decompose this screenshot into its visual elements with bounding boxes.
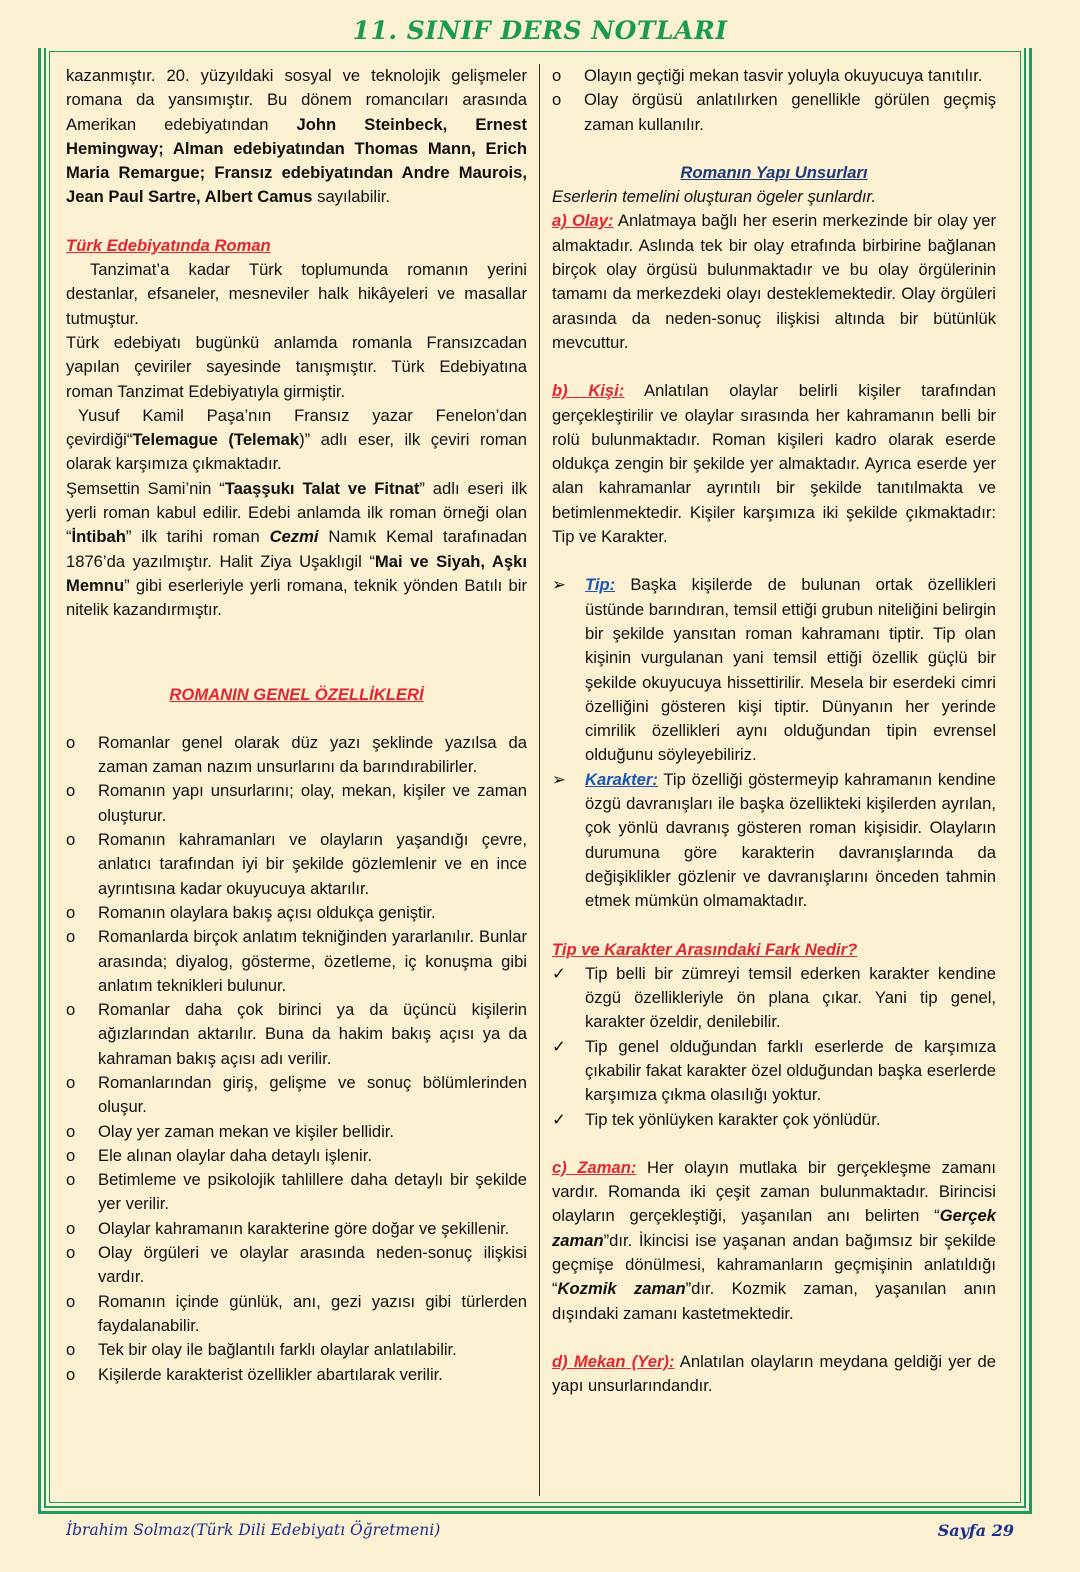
- tip-label: Tip:: [585, 575, 616, 595]
- list-item: [66, 1071, 527, 1120]
- list-item-text: Romanın olaylara bakış açısı oldukça geniştir.: [98, 902, 436, 922]
- mekan-label: d) Mekan (Yer):: [552, 1351, 675, 1371]
- list-item: [66, 1338, 527, 1362]
- list-item: [66, 1290, 527, 1339]
- list-item-text: Romanlar genel olarak düz yazı şeklinde yazılsa da zaman zaman nazım unsurlarını da barındırabilirler.: [98, 732, 527, 777]
- list-item-text: Romanlar daha çok birinci ya da üçüncü kişilerin ağızlarından aktarılır. Buna da hakim bakış açısı ya da kahraman bakış açısı adı verilir.: [98, 1000, 527, 1068]
- arrow-icon: ➢: [552, 769, 566, 789]
- list-item-text: Tip belli bir zümreyi temsil ederken karakter kendine özgü özellikleriyle ön plana çıkar. Yani tip genel, karakter özeldir, denilebilir.: [585, 963, 996, 1032]
- genel-ozellikler-list: [66, 731, 527, 1387]
- list-item-text: Olay yer zaman mekan ve kişiler bellidir.: [98, 1121, 395, 1141]
- list-item-text: Tip genel olduğundan farklı eserlerde de karşımıza çıkabilir fakat karakter özel olduğundan başka eserlerde karşımıza çıkma olasılığı yoktur.: [585, 1036, 996, 1105]
- bullet-icon: o: [66, 1121, 76, 1141]
- list-item: [552, 88, 996, 137]
- text-segment: Namık Kemal tarafınadan 1876’da yazılmıştır. Halit Ziya Uşaklıgil “: [66, 527, 528, 571]
- bullet-icon: o: [66, 902, 76, 922]
- list-item: [66, 1120, 527, 1144]
- bullet-icon: ✓: [552, 963, 566, 983]
- list-item-text: Kişilerde karakterist özellikler abartılarak verilir.: [98, 1364, 443, 1384]
- list-item: [66, 828, 527, 901]
- text-segment: İntibah: [71, 527, 126, 547]
- olay-label: a) Olay:: [552, 211, 614, 231]
- text-segment: Telemague (Telemak: [132, 430, 300, 450]
- yapi-intro: Eserlerin temelini oluşturan ögeler şunlardır.: [552, 187, 877, 207]
- text-segment: Taaşşukı Talat ve Fitnat: [224, 478, 420, 498]
- turk-paragraph-2: Türk edebiyatı bugünkü anlamda romanla Fransızcadan yapılan çeviriler sayesinde tanışmıştır. Türk Edebiyatına roman Tanzimat Edebiyatıyla girmiştir.: [66, 332, 527, 401]
- text-segment: John Steinbeck, Ernest Hemingway; Alman edebiyatından Thomas Mann, Erich Maria Remargue; Fransız edebiyatından Andre Maurois, Jean Paul Sartre, Albert Camus: [66, 114, 527, 207]
- text-segment: Şemsettin Sami’nin “: [66, 478, 225, 498]
- list-item: ➢ Karakter: Tip özelliği göstermeyip kahramanın kendine özgü davranışları ile başka özellikteki kişilerden ayrılan, çok yönlü davranış gösteren roman kişisidir. Olayların durumuna göre karakterin davranışlarında da değişiklikler gözlenir ve davranışlarını önceden tahmin etmek mümkün olmamaktadır.: [552, 769, 996, 911]
- turk-paragraph-4: [66, 477, 527, 623]
- text-segment: ” adlı eseri ilk yerli roman kabul edilir. Edebi anlamda ilk roman örneği olan “: [66, 478, 527, 547]
- list-item-text: Tip tek yönlüyken karakter çok yönlüdür.: [585, 1109, 881, 1129]
- list-item-text: Romanın içinde günlük, anı, gezi yazısı gibi türlerden faydalanabilir.: [98, 1291, 527, 1335]
- genel-ozellikler-heading: ROMANIN GENEL ÖZELLİKLERİ: [169, 684, 424, 704]
- text-segment: kazanmıştır. 20. yüzyıldaki sosyal ve teknolojik gelişmeler romana da yansımıştır. Bu dönem romancıları arasında Amerikan edebiyatından: [66, 66, 527, 134]
- intro-paragraph: [66, 64, 527, 210]
- list-item-text: Betimleme ve psikolojik tahlillere daha detaylı bir şekilde yer verilir.: [98, 1170, 527, 1214]
- list-item-text: Ele alınan olaylar daha detaylı işlenir.: [98, 1145, 372, 1165]
- text-segment: Cezmi: [269, 527, 319, 547]
- bullet-icon: o: [66, 927, 76, 947]
- mekan-paragraph: d) Mekan (Yer): Anlatılan olayların meydana geldiği yer de yapı unsurlarındandır.: [552, 1351, 996, 1396]
- list-item: [66, 1217, 527, 1241]
- list-item: [66, 1363, 527, 1387]
- right-column: [552, 64, 996, 1399]
- bullet-icon: ✓: [552, 1036, 566, 1056]
- list-item: [552, 1035, 996, 1108]
- list-item: [66, 1144, 527, 1168]
- turk-edebiyati-heading: Türk Edebiyatında Roman: [66, 235, 271, 255]
- list-item: [552, 1108, 996, 1132]
- kisi-paragraph: b) Kişi: Anlatılan olaylar belirli kişiler tarafından gerçekleştirilir ve olaylar sırasında her kahramanın belli bir rolü bulunmaktadır. Roman kişileri kadro olarak eserde oldukça zengin bir şekilde yer almaktadır. Ayrıca eserde yer alan kahramanlar ayrıntılı bir şekilde tanıtılmakta ve betimlenmektedir. Kişiler karşımıza iki şekilde çıkmaktadır: Tip ve Karakter.: [552, 381, 996, 547]
- list-item: [66, 1168, 527, 1217]
- list-item-text: Olayın geçtiği mekan tasvir yoluyla okuyucuya tanıtılır.: [584, 66, 983, 85]
- column-divider: [539, 64, 540, 1496]
- text-segment: sayılabilir.: [312, 187, 391, 207]
- zaman-label: c) Zaman:: [552, 1157, 637, 1177]
- text-segment: ” gibi eserleriyle yerli romana, teknik yönden Batılı bir nitelik kazandırmıştır.: [66, 575, 527, 620]
- list-item: [552, 64, 996, 88]
- list-item: [66, 998, 527, 1071]
- bullet-icon: ✓: [552, 1109, 566, 1129]
- turk-paragraph-1: Tanzimat’a kadar Türk toplumunda romanın yerini destanlar, efsaneler, mesneviler halk hikâyeleri ve masallar tutmuştur.: [66, 260, 527, 328]
- footer-author: İbrahim Solmaz(Türk Dili Edebiyatı Öğretmeni): [66, 1521, 441, 1539]
- bullet-icon: o: [66, 1291, 76, 1311]
- turk-paragraph-3: [66, 404, 527, 477]
- karakter-label: Karakter:: [585, 769, 658, 789]
- bullet-icon: o: [552, 90, 562, 110]
- bullet-icon: o: [66, 1145, 76, 1165]
- list-item: [66, 779, 527, 828]
- kisi-label: b) Kişi:: [552, 381, 625, 401]
- bullet-icon: o: [66, 1072, 76, 1092]
- page-number: Sayfa 29: [937, 1521, 1014, 1540]
- text-segment: )” adlı eser, ilk çeviri roman olarak karşımıza çıkmaktadır.: [66, 430, 527, 474]
- text-segment: Mai ve Siyah, Aşkı Memnu: [66, 551, 527, 595]
- olay-paragraph: a) Olay: Anlatmaya bağlı her eserin merkezinde bir olay yer almaktadır. Aslında tek bir olay etrafında birbirine bağlanan birçok olay örgüsü bulunmaktadır ve bu olay örgülerinin tamamı da merkezdeki olayı desteklemektedir. Olay örgüleri arasında da neden-sonuç ilişkisi altında bir bütünlük mevcuttur.: [552, 211, 996, 352]
- bullet-icon: o: [66, 1170, 76, 1190]
- list-item-text: Olay örgüleri ve olaylar arasında neden-sonuç ilişkisi vardır.: [98, 1243, 527, 1287]
- list-item: [66, 901, 527, 925]
- tip-karakter-list: [552, 573, 996, 913]
- bullet-icon: o: [66, 1340, 76, 1360]
- list-item: [66, 925, 527, 998]
- bullet-icon: o: [66, 830, 76, 850]
- bullet-icon: o: [66, 1243, 76, 1263]
- list-item: [552, 962, 996, 1035]
- fark-list: [552, 962, 996, 1132]
- zaman-paragraph: c) Zaman: Her olayın mutlaka bir gerçekleşme zamanı vardır. Romanda iki çeşit zaman bulunmaktadır. Birincisi olayların gerçekleştiği, yaşanılan anı belirten “Gerçek zaman”dır. İkincisi ise yaşanan andan bağımsız bir şekilde geçmişe dönülmesi, kahramanların geçmişinin anlatıldığı “Kozmik zaman”dır. Kozmik zaman, yaşanılan anın dışındaki zamanı kastetmektedir.: [552, 1157, 997, 1323]
- list-item-text: Romanlarda birçok anlatım tekniğinden yararlanılır. Bunlar arasında; diyalog, gösterme, özetleme, iç konuşma gibi anlatım teknikleri bulunur.: [98, 927, 527, 995]
- list-item-text: Romanın kahramanları ve olayların yaşandığı çevre, anlatıcı tarafından iyi bir şekilde gözlemlenir ve en ince ayrıntısına kadar okuyucuya aktarılır.: [98, 830, 527, 898]
- page-title: 11. SINIF DERS NOTLARI: [0, 14, 1080, 48]
- list-item-text: Tek bir olay ile bağlantılı farklı olaylar anlatılabilir.: [98, 1340, 457, 1360]
- yapi-unsurlari-heading: Romanın Yapı Unsurları: [680, 162, 868, 182]
- bullet-icon: o: [66, 732, 76, 752]
- bullet-icon: o: [66, 1000, 76, 1020]
- bullet-icon: o: [552, 66, 562, 85]
- list-item-text: Romanın yapı unsurlarını; olay, mekan, kişiler ve zaman oluşturur.: [98, 781, 527, 825]
- fark-heading: Tip ve Karakter Arasındaki Fark Nedir?: [552, 939, 858, 959]
- bullet-icon: o: [66, 1218, 76, 1238]
- list-item-text: Olay örgüsü anlatılırken genellikle görülen geçmiş zaman kullanılır.: [584, 90, 996, 134]
- bullet-icon: o: [66, 1364, 76, 1384]
- top-items-list: [552, 64, 996, 137]
- list-item-text: Romanlarından giriş, gelişme ve sonuç bölümlerinden oluşur.: [98, 1072, 527, 1117]
- list-item: ➢ Tip: Başka kişilerde de bulunan ortak özellikleri üstünde barındıran, temsil ettiği grubun niteliğini belirgin bir şekilde yansıtan roman kahramanı tiptir. Tip olan kişinin vurgulanan yani temsil ettiği özellik güçlü bir şekilde okuyucuya hissettirilir. Mesela bir eserdeki cimri özelliğini gösteren kişi tiptir. Dünyanın her yerinde cimrilik özellikleri aynı olduğundan tipin evrensel olduğunu söyleyebiliriz.: [552, 575, 996, 765]
- bullet-icon: o: [66, 781, 76, 801]
- text-segment: Yusuf Kamil Paşa’nın Fransız yazar Fenelon’dan çevirdiği“: [66, 405, 527, 450]
- list-item: [66, 731, 527, 780]
- arrow-icon: ➢: [552, 575, 566, 595]
- text-segment: ” ilk tarihi roman: [125, 527, 270, 547]
- list-item-text: Olaylar kahramanın karakterine göre doğar ve şekillenir.: [98, 1218, 510, 1238]
- left-column: [66, 64, 527, 1387]
- list-item: [66, 1241, 527, 1290]
